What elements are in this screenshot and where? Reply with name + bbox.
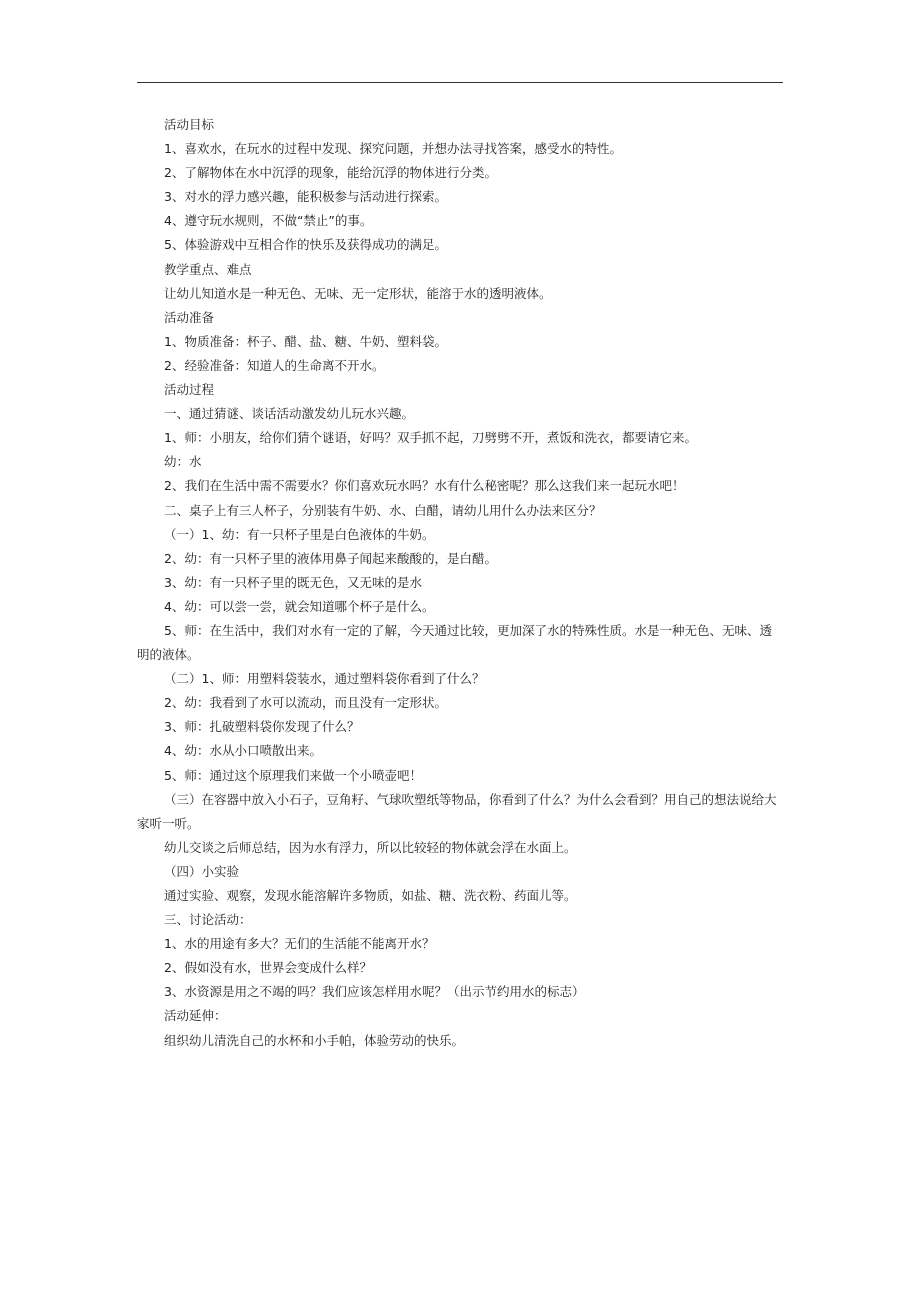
process-line: 3、师：扎破塑料袋你发现了什么？ [164,719,360,735]
process-line: 2、幼：我看到了水可以流动，而且没有一定形状。 [164,695,447,711]
goal-item: 5、体验游戏中互相合作的快乐及获得成功的满足。 [164,237,447,253]
process-line: 5、师：通过这个原理我们来做一个小喷壶吧！ [164,767,422,783]
key-point-text: 让幼儿知道水是一种无色、无味、无一定形状，能溶于水的透明液体。 [164,285,552,301]
heading-activity-goals: 活动目标 [164,117,215,132]
process-line: 2、幼：有一只杯子里的液体用鼻子闻起来酸酸的，是白醋。 [164,550,497,566]
process-line: （二）1、师：用塑料袋装水，通过塑料袋你看到了什么？ [164,671,485,687]
heading-extension: 活动延伸： [164,1008,227,1024]
heading-preparation: 活动准备 [164,309,215,325]
process-line: 3、幼：有一只杯子里的既无色，又无味的是水 [164,574,422,590]
heading-key-points: 教学重点、难点 [164,261,252,277]
process-line: 幼儿交谈之后师总结，因为水有浮力，所以比较轻的物体就会浮在水面上。 [164,839,577,855]
goal-item: 3、对水的浮力感兴趣，能积极参与活动进行探索。 [164,189,447,205]
document-body [137,113,783,1053]
process-paragraph: 5、师：在生活中，我们对水有一定的了解，今天通过比较，更加深了水的特殊性质。水是一种无色、无味、透明的液体。 [137,622,772,663]
extension-text: 组织幼儿清洗自己的水杯和小手帕，体验劳动的快乐。 [164,1032,465,1048]
preparation-item: 1、物质准备：杯子、醋、盐、糖、牛奶、塑料袋。 [164,333,447,349]
process-line: 一、通过猜谜、谈话活动激发幼儿玩水兴趣。 [164,406,415,422]
goal-item: 2、了解物体在水中沉浮的现象，能给沉浮的物体进行分类。 [164,165,497,181]
process-line: 2、我们在生活中需不需要水？你们喜欢玩水吗？水有什么秘密呢？那么这我们来一起玩水吧！ [164,478,685,494]
process-line: （四）小实验 [164,863,240,879]
preparation-item: 2、经验准备：知道人的生命离不开水。 [164,357,385,373]
header-rule [137,82,783,83]
goal-item: 1、喜欢水，在玩水的过程中发现、探究问题，并想办法寻找答案，感受水的特性。 [164,141,622,157]
process-line: （一）1、幼：有一只杯子里是白色液体的牛奶。 [164,526,435,542]
process-line: 1、师：小朋友，给你们猜个谜语，好吗？双手抓不起，刀劈劈不开，煮饭和洗衣，都要请它来。 [164,430,697,446]
process-line: 幼：水 [164,454,202,470]
discussion-item: 3、水资源是用之不竭的吗？我们应该怎样用水呢？（出示节约用水的标志） [164,984,585,1000]
discussion-item: 2、假如没有水，世界会变成什么样？ [164,960,372,976]
heading-process: 活动过程 [164,382,215,398]
discussion-heading: 三、讨论活动： [164,912,252,928]
process-line: 二、桌子上有三人杯子，分别装有牛奶、水、白醋，请幼儿用什么办法来区分？ [164,502,602,518]
process-paragraph: （三）在容器中放入小石子，豆角籽、气球吹塑纸等物品，你看到了什么？为什么会看到？用自己的想法说给大家听一听。 [137,791,777,831]
process-line: 4、幼：水从小口喷散出来。 [164,743,322,759]
discussion-item: 1、水的用途有多大？无们的生活能不能离开水？ [164,936,435,952]
process-line: 通过实验、观察，发现水能溶解许多物质，如盐、糖、洗衣粉、药面儿等。 [164,888,577,903]
process-line: 4、幼：可以尝一尝，就会知道哪个杯子是什么。 [164,598,435,614]
goal-item: 4、遵守玩水规则，不做“禁止”的事。 [164,213,373,229]
